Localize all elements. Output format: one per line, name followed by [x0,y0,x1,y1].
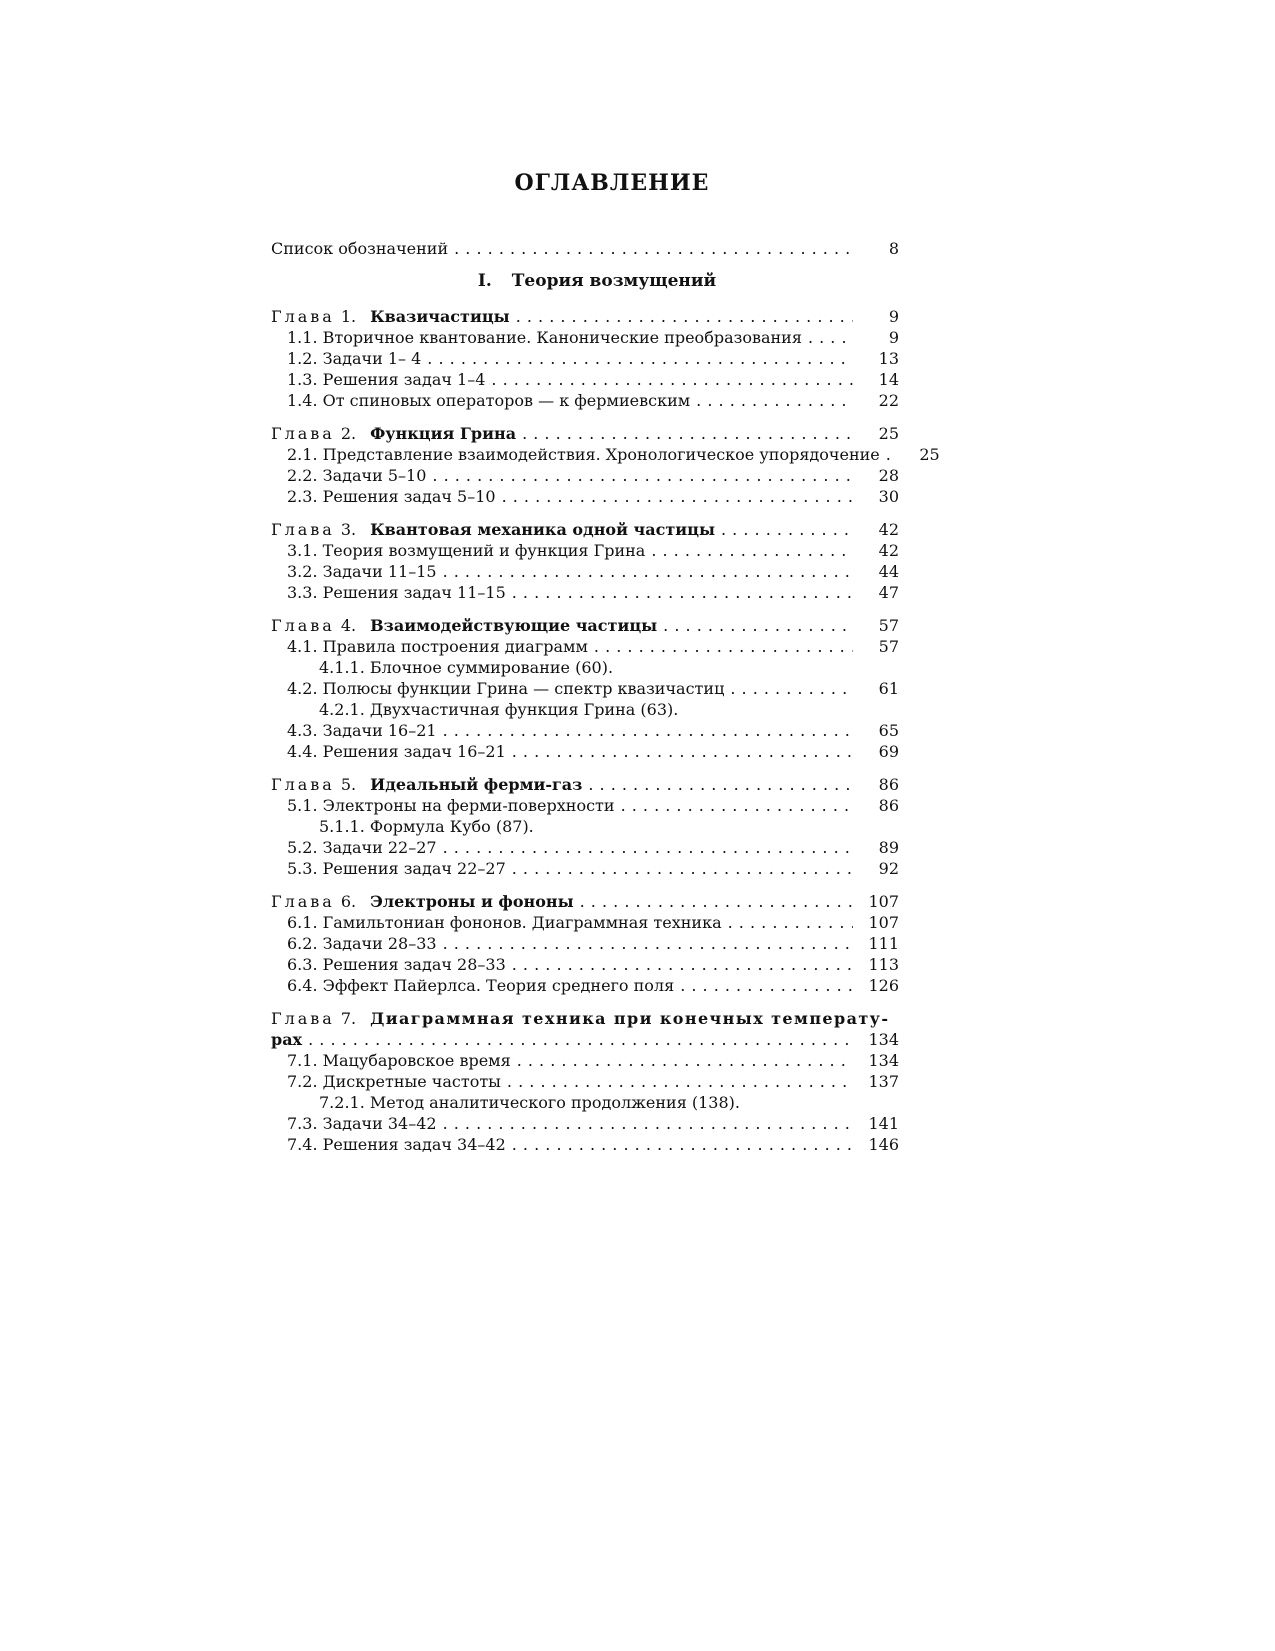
page-number: 141 [868,1114,899,1133]
page-number: 14 [878,370,899,389]
entry-label: 7.4. Решения задач 34–42 [287,1135,506,1154]
entry-label: 6.3. Решения задач 28–33 [287,955,506,974]
toc-entry-section[interactable] [271,1113,899,1134]
toc-entry-section[interactable] [271,369,899,390]
dot-leader [308,1029,853,1050]
entry-label: Список обозначений [271,239,449,258]
toc-entry-section[interactable] [271,390,899,411]
dot-leader [443,837,853,858]
entry-label: 1.2. Задачи 1– 4 [287,349,422,368]
chapter-number: 1. [340,307,357,326]
page-number: 113 [868,955,899,974]
entry-label: 1.3. Решения задач 1–4 [287,370,486,389]
part-title: Теория возмущений [511,271,717,291]
toc-entry-section[interactable] [271,1050,899,1071]
page-number: 28 [878,466,899,485]
chapter-block [271,519,899,603]
page-title: ОГЛАВЛЕНИЕ [514,170,710,196]
chapter-block [271,774,899,879]
chapter-number: 7. [340,1009,357,1028]
chapter-block [271,1008,899,1155]
page-number: 30 [878,487,899,506]
entry-label: 5.1. Электроны на ферми-поверхности [287,796,615,815]
dot-leader [580,891,853,912]
page-number: 42 [878,541,899,560]
toc-entry-section[interactable] [271,444,940,465]
entry-label: 6.1. Гамильтониан фононов. Диаграммная техника [287,913,722,932]
toc-entry-section[interactable] [271,720,899,741]
page-number: 89 [878,838,899,857]
toc-entry-section[interactable] [271,912,899,933]
entry-label: 2.1. Представление взаимодействия. Хронологическое упорядочение [287,445,880,464]
chapter-title: Электроны и фононы [370,892,574,911]
page-number: 25 [919,445,940,464]
page-number: 57 [878,616,899,635]
dot-leader [886,444,894,465]
page-number: 86 [878,796,899,815]
toc-entry-section[interactable] [271,561,899,582]
toc-entry-subsection[interactable]: 4.1.1. Блочное суммирование (60). [319,658,614,677]
chapter-number: 6. [340,892,357,911]
entry-label: 7.2. Дискретные частоты [287,1072,501,1091]
entry-label: 4.4. Решения задач 16–21 [287,742,506,761]
chapter-block [271,306,899,411]
page-number: 61 [878,679,899,698]
page-number: 44 [878,562,899,581]
chapter-prefix: Глава [271,892,335,911]
toc-entry-section[interactable] [271,837,899,858]
toc-entry-notation[interactable] [271,238,899,259]
dot-leader [443,561,853,582]
dot-leader [730,678,853,699]
dot-leader [680,975,853,996]
dot-leader [696,390,853,411]
entry-label: 5.3. Решения задач 22–27 [287,859,506,878]
dot-leader [427,348,853,369]
chapter-prefix: Глава [271,616,335,635]
page-number: 13 [878,349,899,368]
chapter-prefix: Глава [271,775,335,794]
entry-label: 1.4. От спиновых операторов — к фермиевским [287,391,691,410]
dot-leader [516,306,853,327]
dot-leader [443,720,853,741]
entry-label: 2.2. Задачи 5–10 [287,466,427,485]
toc-entry-chapter[interactable] [271,1029,899,1050]
dot-leader [808,327,853,348]
page-number: 86 [878,775,899,794]
dot-leader [517,1050,853,1071]
dot-leader [594,636,853,657]
part-heading [271,271,899,292]
page-number: 134 [868,1051,899,1070]
toc-entry-section[interactable] [271,327,899,348]
toc-entry-section[interactable] [271,858,899,879]
dot-leader [443,1113,853,1134]
toc-entry-section[interactable] [271,678,899,699]
toc-entry-chapter[interactable] [271,774,899,795]
dot-leader [443,933,853,954]
chapter-title: Идеальный ферми-газ [370,775,583,794]
dot-leader [507,1071,853,1092]
chapter-title: Взаимодействующие частицы [370,616,658,635]
chapter-prefix: Глава [271,307,335,326]
toc-entry-chapter[interactable] [271,891,899,912]
chapter-title: Функция Грина [370,424,517,443]
entry-label: 4.2. Полюсы функции Грина — спектр квазичастиц [287,679,725,698]
dot-leader [728,912,853,933]
toc-entry-section[interactable] [271,741,899,762]
entry-label: 7.1. Мацубаровское время [287,1051,511,1070]
page-number: 146 [868,1135,899,1154]
page-number: 47 [878,583,899,602]
chapter-block [271,423,940,507]
dot-leader [621,795,853,816]
toc-entry-section[interactable] [271,795,899,816]
toc-entry-chapter[interactable] [271,615,899,636]
page-number: 137 [868,1072,899,1091]
toc-entry-section[interactable] [271,954,899,975]
page-number: 69 [878,742,899,761]
entry-label: 3.3. Решения задач 11–15 [287,583,506,602]
page-number: 107 [868,892,899,911]
toc-entry-section[interactable] [271,636,899,657]
page-number: 25 [878,424,899,443]
dot-leader [432,465,853,486]
dot-leader [721,519,853,540]
page-number: 9 [888,307,899,326]
dot-leader [522,423,853,444]
entry-label: 6.4. Эффект Пайерлса. Теория среднего поля [287,976,675,995]
entry-label: 3.1. Теория возмущений и функция Грина [287,541,646,560]
dot-leader [512,741,853,762]
dot-leader [512,582,853,603]
chapter-number: 4. [340,616,357,635]
chapter-prefix: Глава [271,1009,335,1028]
dot-leader [502,486,853,507]
entry-label: 1.1. Вторичное квантование. Канонические преобразования [287,328,802,347]
dot-leader [651,540,853,561]
dot-leader [491,369,853,390]
entry-label: 4.3. Задачи 16–21 [287,721,437,740]
chapter-block [271,615,899,762]
page-number: 57 [878,637,899,656]
toc-entry-subsection[interactable]: 5.1.1. Формула Кубо (87). [319,817,534,836]
chapter-title: Квантовая механика одной частицы [370,520,715,539]
chapter-number: 5. [340,775,357,794]
entry-label: 3.2. Задачи 11–15 [287,562,437,581]
toc-entry-section[interactable] [271,486,899,507]
chapter-number: 2. [340,424,357,443]
toc-entry-section[interactable] [271,975,899,996]
toc-entry-chapter[interactable] [271,519,899,540]
toc-entry-section[interactable] [271,582,899,603]
page-number: 22 [878,391,899,410]
toc-entry-subsection[interactable]: 7.2.1. Метод аналитического продолжения (138). [319,1093,740,1112]
page-number: 134 [868,1030,899,1049]
toc-entry-section[interactable] [271,348,899,369]
entry-label: 7.3. Задачи 34–42 [287,1114,437,1133]
toc-entry-chapter[interactable] [271,423,899,444]
page-number: 111 [868,934,899,953]
page-number: 42 [878,520,899,539]
entry-label: 2.3. Решения задач 5–10 [287,487,496,506]
chapter-prefix: Глава [271,424,335,443]
chapter-title: Квазичастицы [370,307,510,326]
entry-label: 4.1. Правила построения диаграмм [287,637,588,656]
dot-leader [454,238,853,259]
page-number: 126 [868,976,899,995]
chapter-number: 3. [340,520,357,539]
dot-leader [512,954,853,975]
page-number: 65 [878,721,899,740]
entry-label: 6.2. Задачи 28–33 [287,934,437,953]
dot-leader [512,858,853,879]
toc-entry-chapter[interactable] [271,306,899,327]
page-number: 8 [888,239,899,258]
page-number: 107 [868,913,899,932]
toc-entry-section[interactable] [271,1134,899,1155]
dot-leader [588,774,853,795]
toc-entry-chapter-title-line[interactable] [271,1008,899,1029]
toc-entry-section[interactable] [271,1071,899,1092]
chapter-prefix: Глава [271,520,335,539]
dot-leader [512,1134,853,1155]
toc-entry-subsection[interactable]: 4.2.1. Двухчастичная функция Грина (63). [319,700,679,719]
toc-entry-section[interactable] [271,933,899,954]
table-of-contents [271,168,940,1167]
part-number: I. [477,271,492,291]
chapter-title: Диаграммная техника при конечных температу- [370,1009,890,1028]
toc-entry-section[interactable] [271,540,899,561]
chapter-block [271,891,899,996]
dot-leader [663,615,853,636]
page-number: 9 [888,328,899,347]
chapter-title-continued: рах [271,1030,303,1049]
toc-entry-section[interactable] [271,465,899,486]
entry-label: 5.2. Задачи 22–27 [287,838,437,857]
page-number: 92 [878,859,899,878]
